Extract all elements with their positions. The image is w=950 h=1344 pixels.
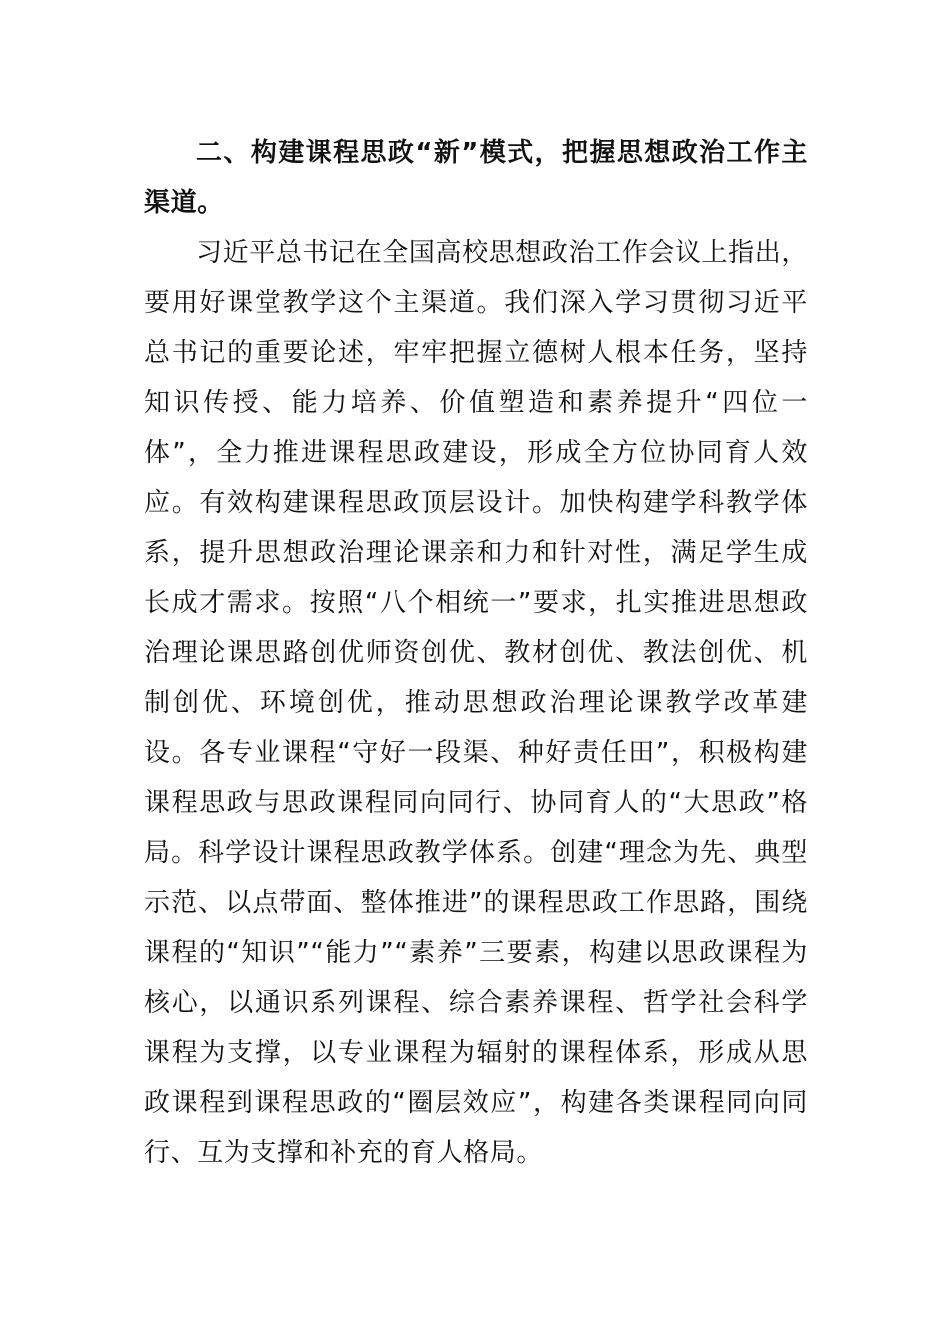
document-body: [144, 128, 808, 1178]
body-paragraph: 习近平总书记在全国高校思想政治工作会议上指出，要用好课堂教学这个主渠道。我们深入学习贯彻习近平总书记的重要论述，牢牢把握立德树人根本任务，坚持知识传授、能力培养、价值塑造和素养提升“四位一体”，全力推进课程思政建设，形成全方位协同育人效应。有效构建课程思政顶层设计。加快构建学科教学体系，提升思想政治理论课亲和力和针对性，满足学生成长成才需求。按照“八个相统一”要求，扎实推进思想政治理论课思路创优师资创优、教材创优、教法创优、机制创优、环境创优，推动思想政治理论课教学改革建设。各专业课程“守好一段渠、种好责任田”，积极构建课程思政与思政课程同向同行、协同育人的“大思政”格局。科学设计课程思政教学体系。创建“理念为先、典型示范、以点带面、整体推进”的课程思政工作思路，围绕课程的“知识”“能力”“素养”三要素，构建以思政课程为核心，以通识系列课程、综合素养课程、哲学社会科学课程为支撑，以专业课程为辐射的课程体系，形成从思政课程到课程思政的“圈层效应”，构建各类课程同向同行、互为支撑和补充的育人格局。: [144, 238, 808, 1168]
section-heading: 二、构建课程思政“新”模式，把握思想政治工作主渠道。: [144, 138, 808, 218]
